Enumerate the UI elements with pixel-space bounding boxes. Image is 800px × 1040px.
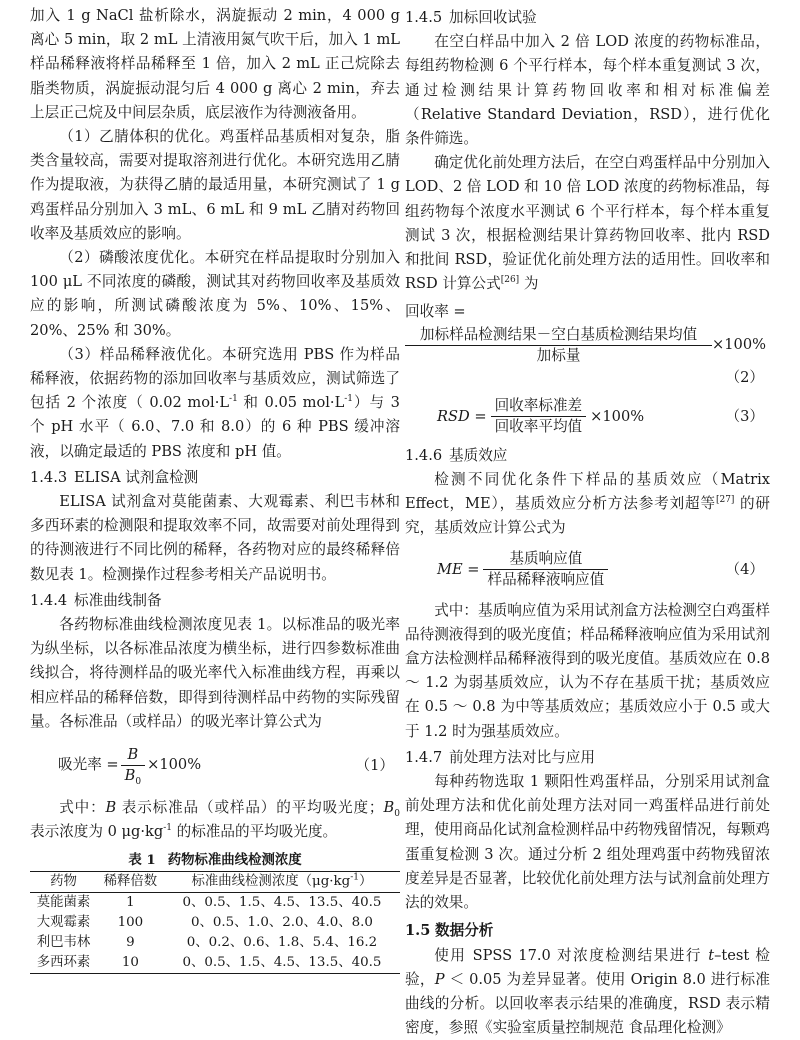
paragraph-data-analysis: 使用 SPSS 17.0 对浓度检测结果进行 t–test 检验，P ＜ 0.05 为差异显著。使用 Origin 8.0 进行标准曲线的分析。以回收率表示结果的准确度，RSD 表示精密度，参照《实验室质量控制规范 食品理化检测》 — [405, 944, 770, 1040]
equation-number-3: （3） — [726, 405, 764, 429]
section-heading-1-4-7: 1.4.7 前处理方法对比与应用 — [405, 746, 770, 770]
section-heading-1-5: 1.5 数据分析 — [405, 919, 770, 943]
paragraph-standard-curve: 各药物标准曲线检测浓度见表 1。以标准品的吸光率为纵坐标，以各标准品浓度为横坐标，进行四参数标准曲线拟合，将待测样品的吸光率代入标准曲线方程，再乘以相应样品的稀释倍数，即得到待测样品中药物的实际残留量。各标准品（或样品）的吸光率计算公式为 — [30, 613, 400, 734]
table-header: 药物 — [30, 871, 97, 892]
paragraph-matrix-effect: 检测不同优化条件下样品的基质效应（Matrix Effect，ME），基质效应分析方法参考刘超等[27] 的研究，基质效应计算公式为 — [405, 468, 770, 541]
table-row: 多西环素 10 0、0.5、1.5、4.5、13.5、40.5 — [30, 953, 400, 974]
paragraph-method-validation: 确定优化前处理方法后，在空白鸡蛋样品中分别加入 LOD、2 倍 LOD 和 10 倍 LOD 浓度的药物标准品，每组药物每个浓度水平测试 6 个平行样本，每个样本重复测试 3 次，根据检测结果计算药物回收率、批内 RSD 和批间 RSD，验证优化前处理方法的适用性。回收率和 RSD 计算公式[26] 为 — [405, 151, 770, 296]
table-row: 大观霉素 100 0、0.5、1.0、2.0、4.0、8.0 — [30, 913, 400, 933]
paragraph-acetonitrile-optimization: （1）乙腈体积的优化。鸡蛋样品基质相对复杂，脂类含量较高，需要对提取溶剂进行优化。本研究选用乙腈作为提取液，为获得乙腈的最适用量，本研究测试了 1 g 鸡蛋样品分别加入 3 mL、6 mL 和 9 mL 乙腈对药物回收率及基质效应的影响。 — [30, 125, 400, 246]
paragraph-matrix-effect-definitions: 式中：基质响应值为采用试剂盒方法检测空白鸡蛋样品待测液得到的吸光度值；样品稀释液响应值为采用试剂盒方法检测样品稀释液得到的吸光度值。基质效应在 0.8 ～ 1.2 为弱基质效应，认为不存在基质干扰；基质效应在 0.5 ～ 0.8 为中等基质效应；基质效应小于 0.5 或大于 1.2 时为强基质效应。 — [405, 599, 770, 744]
table-row: 利巴韦林 9 0、0.2、0.6、1.8、5.4、16.2 — [30, 933, 400, 953]
equation-number-4: （4） — [726, 558, 764, 582]
section-heading-1-4-4: 1.4.4 标准曲线制备 — [30, 589, 400, 613]
section-heading-1-4-5: 1.4.5 加标回收试验 — [405, 6, 770, 30]
paragraph-method-comparison: 每种药物选取 1 颗阳性鸡蛋样品，分别采用试剂盒前处理方法和优化前处理方法对同一鸡蛋样品进行前处理，使用商品化试剂盒检测样品中药物残留情况，每颗鸡蛋重复检测 3 次。通过分析 2 组处理鸡蛋中药物残留浓度差异是否显著，比较优化前处理方法与试剂盒前处理方法的效果。 — [405, 770, 770, 915]
section-heading-1-4-6: 1.4.6 基质效应 — [405, 444, 770, 468]
right-column — [405, 4, 770, 1040]
equation-4: ME = $\frac{\text{基质响应值}}{\text{样品稀释液响应值}}$ （4） — [405, 545, 770, 595]
paragraph-spike-recovery: 在空白样品中加入 2 倍 LOD 浓度的药物标准品，每组药物检测 6 个平行样本，每个样本重复测试 3 次，通过检测结果计算药物回收率和相对标准偏差（Relative Standard Deviation，RSD），进行优化条件筛选。 — [405, 30, 770, 151]
table-1 — [30, 871, 400, 974]
table-header: 稀释倍数 — [97, 871, 164, 892]
table-1-title: 表 1 药物标准曲线检测浓度 — [30, 849, 400, 871]
paragraph-diluent-optimization: （3）样品稀释液优化。本研究选用 PBS 作为样品稀释液，依据药物的添加回收率与基质效应，测试筛选了包括 2 个浓度（ 0.02 $mol\cdot L^{-1}$ 和 0.05 $mol\cdot L^{-1}$）与 3 个 pH 水平（ 6.0、7.0 和 8.0）的 6 种 PBS 缓冲溶液，以确定最适的 PBS 浓度和 pH 值。 — [30, 343, 400, 464]
section-heading-1-4-3: 1.4.3 ELISA 试剂盒检测 — [30, 466, 400, 490]
equation-2-lhs: 回收率 = — [405, 300, 770, 324]
paragraph-equation-1-definitions: 式中：B 表示标准品（或样品）的平均吸光度；$B_0$ 表示浓度为 0 $\mu g\cdot kg^{-1}$ 的标准品的平均吸光度。 — [30, 796, 400, 844]
table-header: 标准曲线检测浓度$(\mu g\cdot kg^{-1})$ — [164, 871, 400, 892]
paragraph-phosphoric-acid-optimization: （2）磷酸浓度优化。本研究在样品提取时分别加入 100 μL 不同浓度的磷酸，测试其对药物回收率及基质效应的影响，所测试磷酸浓度为 5%、10%、15%、20%、25% 和 30%。 — [30, 246, 400, 343]
equation-1: 吸光率 = $\frac{B}{B_0}$ ×100% （1） — [30, 738, 400, 792]
equation-number-1: （1） — [356, 754, 394, 778]
paragraph-sample-prep: 加入 1 g NaCl 盐析除水，涡旋振动 2 min，4 000 g 离心 5 min，取 2 mL 上清液用氮气吹干后，加入 1 mL 样品稀释液将样品稀释至 1 倍，加入 2 mL 正己烷除去脂类物质，涡旋振动混匀后 4 000 g 离心 2 min，弃去上层正己烷及中间层杂质，底层液作为待测液备用。 — [30, 4, 400, 125]
table-row: 莫能菌素 1 0、0.5、1.5、4.5、13.5、40.5 — [30, 892, 400, 913]
equation-number-2: （2） — [405, 366, 770, 390]
equation-3: RSD = $\frac{\text{回收率标准差}}{\text{回收率平均值}}$ ×100% （3） — [405, 394, 770, 440]
equation-2: 回收率 = $\frac{\text{加标样品检测结果－空白基质检测结果均值}}{\text{加标量}}$ ×100% （2） — [405, 300, 770, 389]
paragraph-elisa: ELISA 试剂盒对莫能菌素、大观霉素、利巴韦林和多西环素的检测限和提取效率不同，故需要对前处理得到的待测液进行不同比例的稀释，各药物对应的最终稀释倍数见表 1。检测操作过程参考相关产品说明书。 — [30, 490, 400, 587]
left-column — [30, 4, 400, 974]
